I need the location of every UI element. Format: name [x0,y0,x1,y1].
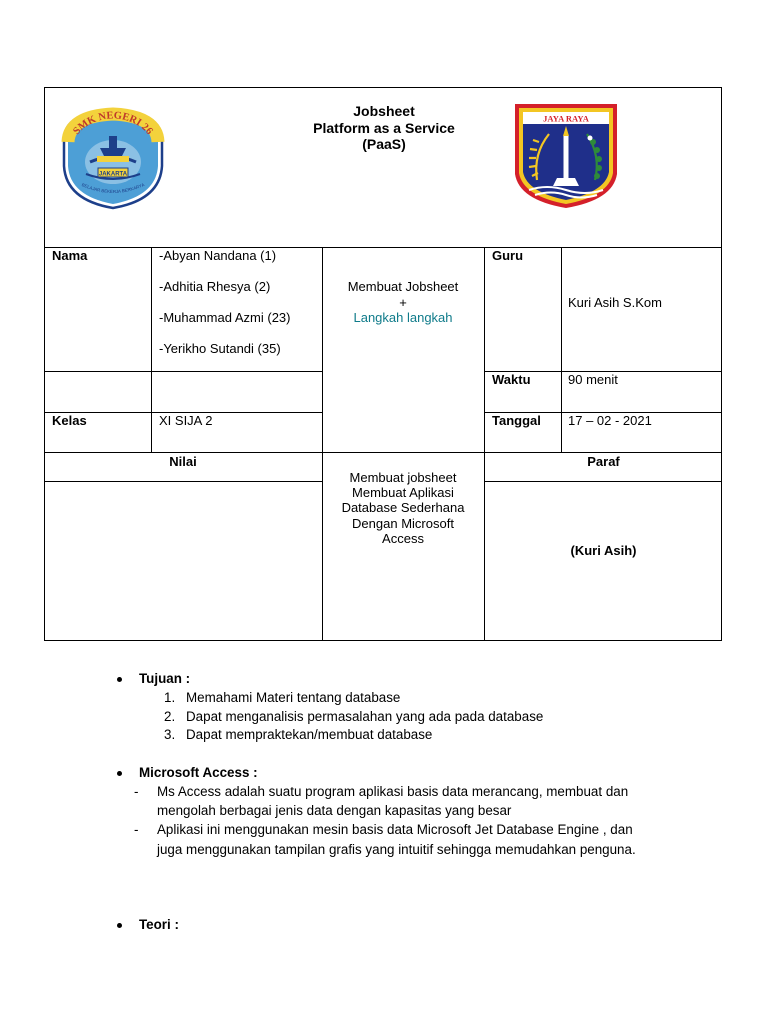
nama-label: Nama [52,248,88,263]
member-item: -Adhitia Rhesya (2) [159,279,271,294]
tujuan-item: Dapat mempraktekan/membuat database [186,727,433,742]
description-cell [323,470,483,546]
col-divider [151,247,152,452]
kelas-label: Kelas [52,413,87,428]
tujuan-num: 2. [164,709,176,724]
svg-text:SMK NEGERI 26: SMK NEGERI 26 [71,110,155,137]
access-line: mengolah berbagai jenis data dengan kapasitas yang besar [157,803,512,818]
tujuan-num: 1. [164,690,176,705]
desc-line: Membuat Aplikasi [352,485,454,501]
member-item: -Yerikho Sutandi (35) [159,341,281,356]
desc-line: Database Sederhana [341,500,465,516]
task-cell [323,279,483,326]
col-divider [484,247,485,641]
member-item: -Muhammad Azmi (23) [159,310,291,325]
nilai-label: Nilai [169,454,197,469]
row-divider [44,481,322,482]
waktu-label: Waktu [492,372,531,387]
title-line: Platform as a Service [313,119,455,136]
paraf-name: (Kuri Asih) [570,543,637,558]
access-heading: Microsoft Access : [139,765,258,780]
task-line: Membuat Jobsheet [347,279,459,294]
access-dash: - [134,822,139,837]
access-line: Aplikasi ini menggunakan mesin basis data Microsoft Jet Database Engine , dan [157,822,633,837]
task-plus: + [399,294,407,310]
tujuan-item: Dapat menganalisis permasalahan yang ada pada database [186,709,544,724]
svg-text:JAYA RAYA: JAYA RAYA [543,113,589,124]
smk-negeri-26-logo [60,104,166,210]
access-line: Ms Access adalah suatu program aplikasi basis data merancang, membuat dan [157,784,629,799]
row-divider [44,371,322,372]
svg-text:BELAJAR BEKERJA BERKARYA: BELAJAR BEKERJA BERKARYA [80,182,146,195]
task-line-link: Langkah langkah [353,310,453,325]
title-line: (PaaS) [362,136,406,152]
bullet-icon [117,677,122,682]
dki-jakarta-logo [513,102,619,210]
kelas-value: XI SIJA 2 [159,413,213,428]
waktu-value: 90 menit [568,372,618,387]
jobsheet-title [264,103,504,153]
row-divider [44,247,722,248]
row-divider [44,452,722,453]
row-divider [484,481,722,482]
tujuan-heading: Tujuan : [139,671,191,686]
bullet-icon [117,771,122,776]
guru-value: Kuri Asih S.Kom [568,295,662,310]
desc-line: Access [382,530,424,546]
tujuan-item: Memahami Materi tentang database [186,690,401,705]
access-dash: - [134,784,139,799]
paraf-label: Paraf [587,454,620,469]
guru-label: Guru [492,248,524,263]
access-line: juga menggunakan tampilan grafis yang intuitif sehingga memudahkan penguna. [157,842,636,857]
svg-text:JAKARTA: JAKARTA [98,171,128,178]
title-line: Jobsheet [353,103,415,119]
desc-line: Membuat jobsheet [349,470,457,485]
teori-heading: Teori : [139,917,179,932]
bullet-icon [117,923,122,928]
desc-line: Dengan Microsoft [352,515,454,531]
tanggal-value: 17 – 02 - 2021 [568,413,652,428]
col-divider [561,247,562,452]
member-item: -Abyan Nandana (1) [159,248,277,263]
tujuan-num: 3. [164,727,176,742]
tanggal-label: Tanggal [492,413,541,428]
